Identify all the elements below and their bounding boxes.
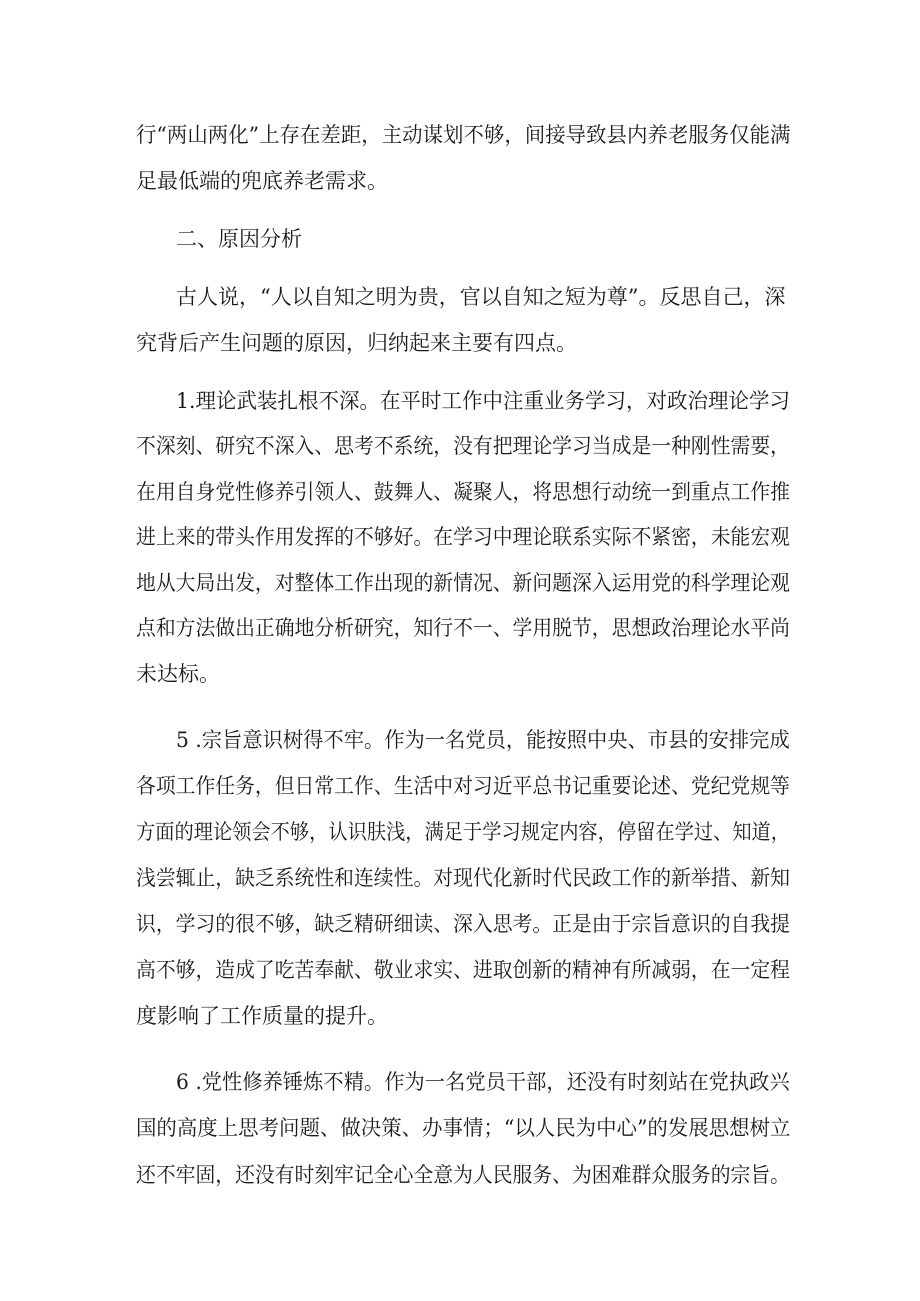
item-1-line: 在用自身党性修养引领人、鼓舞人、凝聚人，将思想行动统一到重点工作推: [136, 480, 790, 504]
item-5-line: 5 .宗旨意识树得不牢。作为一名党员，能按照中央、市县的安排完成: [176, 728, 790, 752]
item-6-line: 国的高度上思考问题、做决策、办事情；“以人民为中心”的发展思想树立: [136, 1116, 791, 1140]
item-5-line: 各项工作任务，但日常工作、生活中对习近平总书记重要论述、党纪党规等: [136, 774, 790, 798]
item-1-line: 1.理论武装扎根不深。在平时工作中注重业务学习，对政治理论学习: [176, 389, 791, 413]
item-6-line: 6 .党性修养锤炼不精。作为一名党员干部，还没有时刻站在党执政兴: [176, 1070, 790, 1094]
item-1-line: 进上来的带头作用发挥的不够好。在学习中理论联系实际不紧密，未能宏观: [136, 525, 790, 549]
item-1-line: 地从大局出发，对整体工作出现的新情况、新问题深入运用党的科学理论观: [136, 571, 790, 595]
item-5-line: 方面的理论领会不够，认识肤浅，满足于学习规定内容，停留在学过、知道，: [136, 820, 791, 844]
item-1-line: 未达标。: [136, 662, 220, 686]
item-5-line: 识，学习的很不够，缺乏精研细读、深入思考。正是由于宗旨意识的自我提: [136, 912, 790, 936]
paragraph-line: 究背后产生问题的原因，归纳起来主要有四点。: [136, 331, 577, 355]
item-5-line: 高不够，造成了吃苦奉献、敬业求实、进取创新的精神有所减弱，在一定程: [136, 958, 790, 982]
item-1-line: 点和方法做出正确地分析研究，知行不一、学用脱节，思想政治理论水平尚: [136, 616, 790, 640]
item-5-line: 度影响了工作质量的提升。: [136, 1004, 388, 1028]
paragraph-line: 足最低端的兜底养老需求。: [136, 169, 388, 193]
paragraph-line: 古人说，“人以自知之明为贵，官以自知之短为尊”。反思自己，深: [176, 285, 786, 309]
item-5-line: 浅尝辄止，缺乏系统性和连续性。对现代化新时代民政工作的新举措、新知: [136, 866, 790, 890]
section-heading: 二、原因分析: [176, 227, 302, 251]
item-6-line: 还不牢固，还没有时刻牢记全心全意为人民服务、为困难群众服务的宗旨。: [136, 1163, 790, 1187]
paragraph-line: 行“两山两化”上存在差距，主动谋划不够，间接导致县内养老服务仅能满: [136, 123, 791, 147]
item-1-line: 不深刻、研究不深入、思考不系统，没有把理论学习当成是一种刚性需要，: [136, 434, 790, 458]
